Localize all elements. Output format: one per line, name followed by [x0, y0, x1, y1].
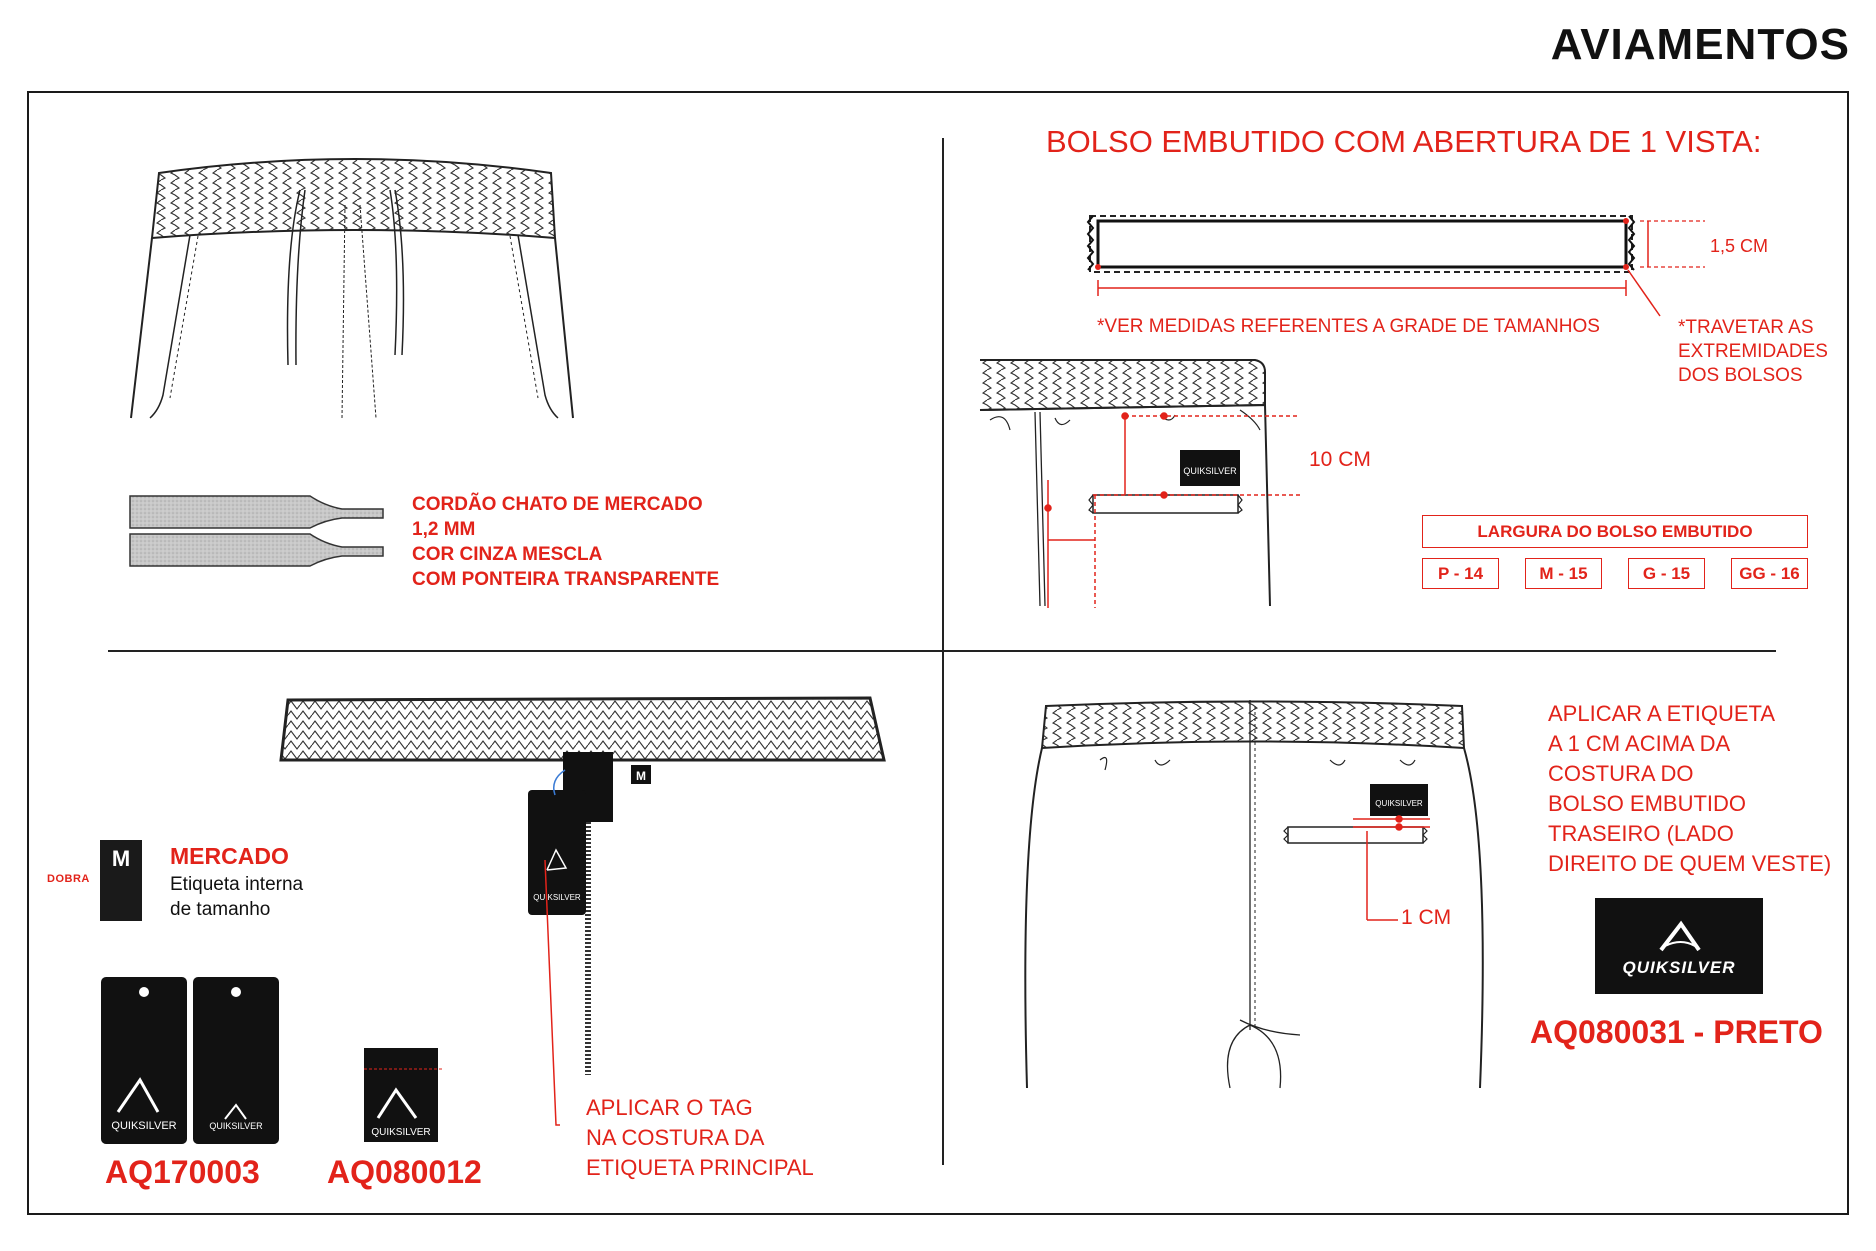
svg-text:QUIKSILVER: QUIKSILVER — [533, 893, 581, 902]
svg-text:QUIKSILVER: QUIKSILVER — [209, 1121, 263, 1131]
pocket-opening-drawing — [1088, 216, 1705, 316]
apply-tag-note — [586, 1093, 814, 1183]
size-label-letter: M — [111, 846, 131, 871]
apply-tag-line-1: APLICAR O TAG — [586, 1095, 753, 1120]
size-p: P - 14 — [1422, 558, 1499, 589]
market-title: MERCADO — [170, 843, 289, 869]
hang-tag-code: AQ170003 — [105, 1154, 260, 1190]
svg-text:QUIKSILVER: QUIKSILVER — [1183, 466, 1237, 476]
svg-text:QUIKSILVER: QUIKSILVER — [371, 1127, 431, 1138]
pocket-height-label: 1,5 CM — [1710, 236, 1769, 256]
cord-line-1: CORDÃO CHATO DE MERCADO — [412, 494, 703, 515]
back-distance-label: 1 CM — [1401, 906, 1452, 929]
back-label-code: AQ080031 - PRETO — [1530, 1014, 1823, 1050]
size-g: G - 15 — [1628, 558, 1705, 589]
apply-label-line-3: COSTURA DO — [1548, 761, 1694, 786]
size-gg: GG - 16 — [1731, 558, 1808, 589]
apply-label-line-6: DIREITO DE QUEM VESTE) — [1548, 851, 1832, 876]
apply-label-line-2: A 1 CM ACIMA DA — [1548, 731, 1731, 756]
bartack-note — [1678, 316, 1828, 388]
shorts-back-drawing — [1025, 700, 1482, 1088]
cord-line-3: COR CINZA MESCLA — [412, 544, 603, 565]
fold-label: DOBRA — [47, 873, 90, 885]
market-subtitle — [170, 872, 303, 922]
apply-label-line-4: BOLSO EMBUTIDO — [1548, 791, 1747, 816]
svg-text:M: M — [636, 769, 646, 783]
brand-logo-label — [1595, 898, 1763, 994]
pocket-width-title: LARGURA DO BOLSO EMBUTIDO — [1422, 515, 1808, 548]
flat-cord-illustration — [130, 496, 383, 566]
page-title: AVIAMENTOS — [1550, 20, 1850, 69]
svg-text:QUIKSILVER: QUIKSILVER — [1375, 799, 1423, 808]
shorts-front-drawing — [131, 159, 573, 418]
hang-tags — [101, 977, 444, 1144]
size-label — [100, 840, 142, 921]
back-label-dimensions — [1353, 816, 1430, 920]
apply-label-note — [1548, 699, 1831, 879]
cord-line-2: 1,2 MM — [412, 519, 476, 540]
cord-line-4: COM PONTEIRA TRANSPARENTE — [412, 569, 720, 590]
market-sub-line-1: Etiqueta interna — [170, 874, 304, 895]
bartack-line-3: DOS BOLSOS — [1678, 365, 1803, 386]
brand-logo-text: QUIKSILVER — [1622, 958, 1736, 977]
bartack-line-2: EXTREMIDADES — [1678, 341, 1828, 362]
apply-label-line-1: APLICAR A ETIQUETA — [1548, 701, 1775, 726]
pocket-title: BOLSO EMBUTIDO COM ABERTURA DE 1 VISTA: — [1046, 124, 1762, 159]
market-sub-line-2: de tamanho — [170, 899, 271, 920]
pocket-position-dimensions — [1045, 413, 1300, 608]
svg-text:QUIKSILVER: QUIKSILVER — [111, 1120, 177, 1132]
bartack-line-1: *TRAVETAR AS — [1678, 317, 1814, 338]
apply-tag-line-2: NA COSTURA DA — [586, 1125, 765, 1150]
apply-tag-line-3: ETIQUETA PRINCIPAL — [586, 1155, 814, 1180]
size-grid-note: *VER MEDIDAS REFERENTES A GRADE DE TAMANHOS — [1097, 316, 1600, 337]
apply-label-line-5: TRASEIRO (LADO — [1548, 821, 1734, 846]
label-code: AQ080012 — [327, 1154, 482, 1190]
pocket-depth-label: 10 CM — [1309, 448, 1371, 471]
size-m: M - 15 — [1525, 558, 1602, 589]
cord-description — [412, 492, 719, 592]
